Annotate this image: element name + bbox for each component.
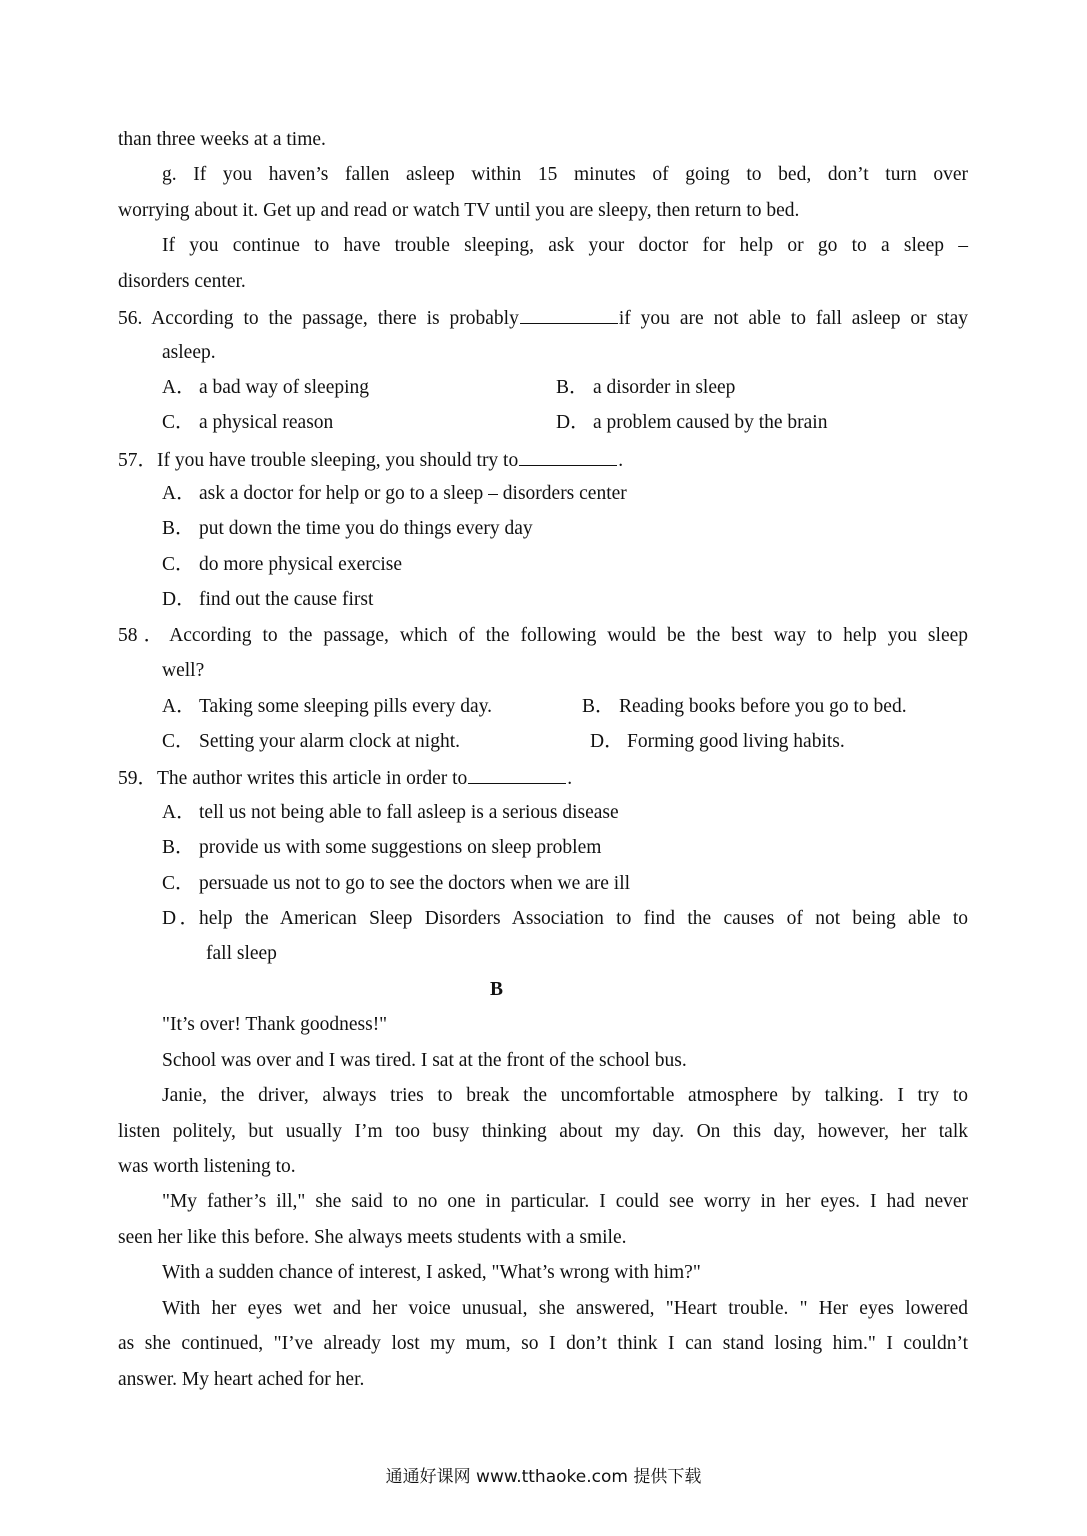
option-letter: C．: [162, 873, 195, 894]
option-c: [162, 411, 333, 435]
question-59-stem: [118, 765, 572, 791]
option-d: [556, 411, 827, 435]
stem-text: .: [618, 450, 624, 471]
option-text: provide us with some suggestions on sleep problem: [199, 837, 602, 858]
question-56-stem-cont: asleep.: [162, 342, 216, 363]
question-58-stem: 58．According to the passage, which of the following would be the best way to help you sleep: [118, 625, 968, 646]
paragraph-line: School was over and I was tired. I sat at the front of the school bus.: [162, 1050, 687, 1071]
option-a: [162, 482, 627, 506]
paragraph-line: disorders center.: [118, 271, 246, 292]
paragraph-line: than three weeks at a time.: [118, 129, 326, 150]
page-footer: 通通好课网 www.tthaoke.com 提供下载: [385, 1467, 702, 1487]
paragraph-line: Janie, the driver, always tries to break the uncomfortable atmosphere by talking. I try to: [162, 1085, 968, 1106]
option-d: [162, 588, 373, 612]
option-letter: B．: [556, 377, 589, 398]
paragraph-line: With a sudden chance of interest, I asked, "What’s wrong with him?": [162, 1262, 701, 1283]
option-letter: A．: [162, 377, 196, 398]
option-c: [162, 553, 402, 577]
option-text: Forming good living habits.: [627, 731, 845, 752]
option-letter: B．: [162, 837, 195, 858]
paragraph-line: "It’s over! Thank goodness!": [162, 1014, 388, 1035]
paragraph-line: seen her like this before. She always meets students with a smile.: [118, 1227, 627, 1248]
paragraph-line: g. If you haven’s fallen asleep within 15 minutes of going to bed, don’t turn over: [162, 164, 968, 185]
option-b: [556, 376, 735, 400]
stem-text: .: [567, 768, 573, 789]
option-a: [162, 801, 619, 825]
stem-text: 56. According to the passage, there is probably: [118, 308, 519, 329]
option-letter: D．: [162, 589, 196, 610]
option-text: a problem caused by the brain: [593, 412, 828, 433]
option-text: put down the time you do things every day: [199, 518, 533, 539]
option-c: [162, 730, 460, 754]
option-letter: D．: [556, 412, 590, 433]
question-56-stem: [118, 305, 968, 331]
paragraph-line: If you continue to have trouble sleeping, ask your doctor for help or go to a sleep –: [162, 235, 968, 256]
option-text: Taking some sleeping pills every day.: [199, 696, 493, 717]
option-text: persuade us not to go to see the doctors when we are ill: [199, 873, 631, 894]
option-c: [162, 872, 630, 896]
paragraph-line: as she continued, "I’ve already lost my mum, so I don’t think I can stand losing him." I couldn’t: [118, 1333, 968, 1354]
option-d: [162, 907, 968, 931]
option-text: find out the cause first: [199, 589, 374, 610]
option-a: [162, 695, 492, 719]
section-heading: B: [490, 979, 504, 1000]
option-letter: D．: [162, 908, 199, 929]
paragraph-line: worrying about it. Get up and read or watch TV until you are sleepy, then return to bed.: [118, 200, 800, 221]
option-text: ask a doctor for help or go to a sleep – disorders center: [199, 483, 627, 504]
option-b: [162, 517, 533, 541]
option-text: Setting your alarm clock at night.: [199, 731, 461, 752]
paragraph-line: was worth listening to.: [118, 1156, 296, 1177]
option-b: [162, 836, 601, 860]
option-text: a bad way of sleeping: [199, 377, 370, 398]
paragraph-line: "My father’s ill," she said to no one in particular. I could see worry in her eyes. I had never: [162, 1191, 968, 1212]
option-letter: C．: [162, 554, 195, 575]
stem-text: if you are not able to fall asleep or stay: [618, 308, 969, 329]
paragraph-line: With her eyes wet and her voice unusual, she answered, "Heart trouble. " Her eyes lowered: [162, 1298, 968, 1319]
option-letter: D．: [590, 731, 624, 752]
option-text: do more physical exercise: [199, 554, 403, 575]
option-letter: A．: [162, 483, 196, 504]
question-58-stem-cont: well?: [162, 660, 205, 681]
paragraph-line: listen politely, but usually I’m too busy thinking about my day. On this day, however, her talk: [118, 1121, 968, 1142]
option-letter: A．: [162, 802, 196, 823]
paragraph-line: answer. My heart ached for her.: [118, 1369, 365, 1390]
option-letter: A．: [162, 696, 196, 717]
option-d-cont: fall sleep: [206, 943, 277, 964]
option-text: a physical reason: [199, 412, 334, 433]
option-letter: C．: [162, 731, 195, 752]
option-d: [590, 730, 845, 754]
option-text: help the American Sleep Disorders Association to find the causes of not being able to: [199, 908, 968, 929]
stem-text: 59．The author writes this article in order to: [118, 768, 468, 789]
option-a: [162, 376, 369, 400]
answer-blank: [468, 765, 566, 784]
option-text: Reading books before you go to bed.: [619, 696, 907, 717]
option-b: [582, 695, 907, 719]
option-letter: B．: [162, 518, 195, 539]
answer-blank: [520, 305, 618, 324]
option-letter: B．: [582, 696, 615, 717]
answer-blank: [519, 447, 617, 466]
question-57-stem: [118, 447, 623, 473]
stem-text: 57．If you have trouble sleeping, you should try to: [118, 450, 519, 471]
option-letter: C．: [162, 412, 195, 433]
option-text: tell us not being able to fall asleep is a serious disease: [199, 802, 619, 823]
option-text: a disorder in sleep: [593, 377, 736, 398]
